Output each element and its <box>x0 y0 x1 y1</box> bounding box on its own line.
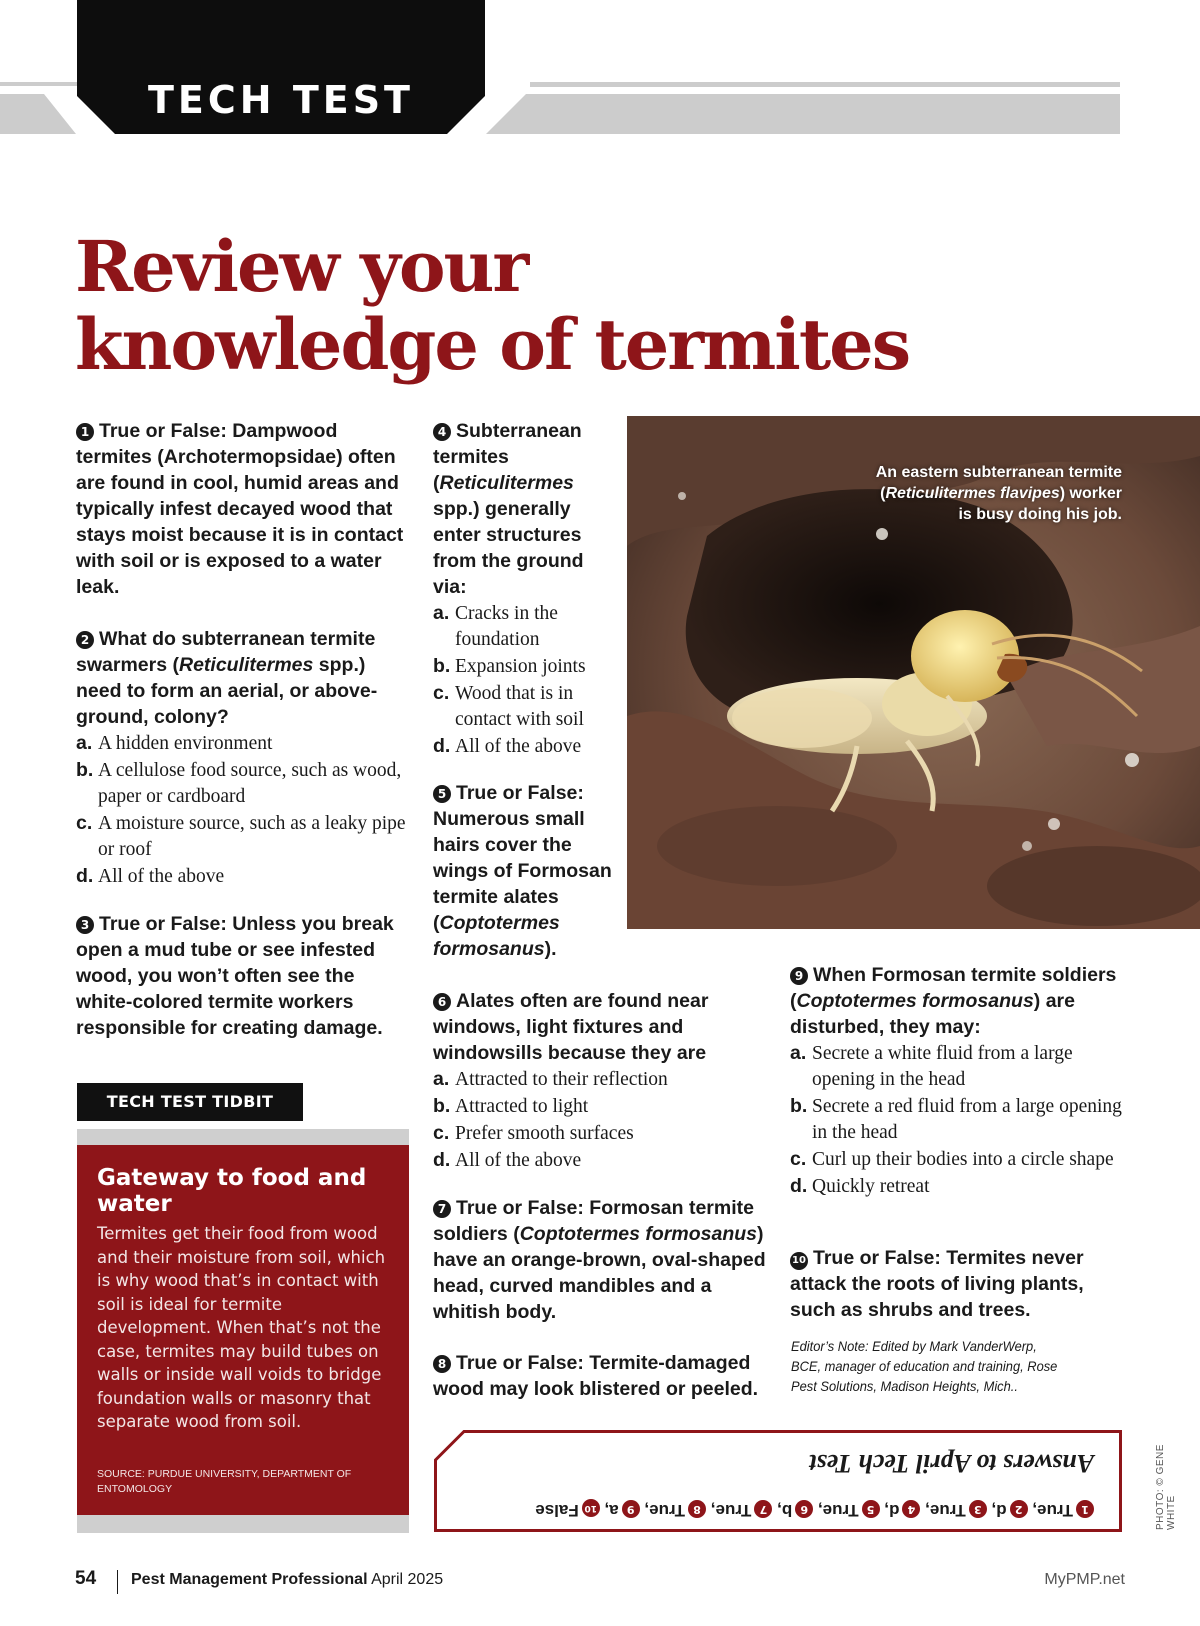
question-number: 3 <box>76 916 94 934</box>
question-3 <box>76 911 406 1041</box>
option-letter: d. <box>433 1149 451 1171</box>
option-text: Quickly retreat <box>812 1176 930 1197</box>
question-text-b: ). <box>544 938 557 960</box>
option-letter: a. <box>76 732 93 754</box>
question-text-italic: Coptotermes formosanus <box>433 912 560 960</box>
question-10 <box>790 1245 1110 1323</box>
answers-box <box>434 1430 1122 1532</box>
footer-divider <box>117 1570 118 1594</box>
option-a <box>433 600 613 653</box>
option-letter: a. <box>433 1068 450 1090</box>
caption-text-b: ) worker is busy doing his job. <box>958 485 1122 523</box>
question-text-a: True or False: Numerous small hairs cover the wings of Formosan termite alates ( <box>433 782 612 934</box>
question-text: True or False: Termite-damaged wood may look blistered or peeled. <box>433 1352 759 1400</box>
question-4 <box>433 418 613 760</box>
question-text-b: ) have an orange-brown, oval-shaped head, curved mandibles and a whitish body. <box>433 1223 766 1323</box>
photo-caption <box>872 462 1122 525</box>
question-7 <box>433 1195 768 1325</box>
option-text: All of the above <box>455 736 582 757</box>
website-link[interactable]: MyPMP.net <box>1044 1571 1125 1588</box>
editor-note: Editor’s Note: Edited by Mark VanderWerp, BCE, manager of education and training, Rose Pest Solutions, Madison Heights, Mich.. <box>791 1338 1058 1394</box>
tidbit-tag: TECH TEST TIDBIT <box>77 1083 303 1121</box>
option-text: All of the above <box>98 866 225 887</box>
question-5 <box>433 780 613 962</box>
option-letter: b. <box>790 1095 808 1117</box>
option-list <box>76 730 406 890</box>
question-text: True or False: Unless you break open a mud tube or see infested wood, you won’t often see the white-colored termite workers responsible for creating damage. <box>76 913 394 1039</box>
header-rule-right <box>480 82 1120 134</box>
answer-number: 3 <box>969 1500 987 1518</box>
question-9 <box>790 962 1130 1200</box>
option-letter: a. <box>433 602 450 624</box>
question-text-b: spp.) generally enter structures from the ground via: <box>433 498 584 598</box>
option-d <box>433 1147 763 1174</box>
question-6 <box>433 988 763 1174</box>
tidbit-title: Gateway to food and water <box>97 1165 367 1217</box>
question-text-b: ) are disturbed, they may: <box>790 990 1075 1038</box>
option-text: Attracted to light <box>455 1096 589 1117</box>
question-text-a: Subterranean termites ( <box>433 420 582 494</box>
option-c <box>433 1120 763 1147</box>
option-letter: d. <box>76 865 94 887</box>
question-number: 2 <box>76 631 94 649</box>
header-rule-left <box>0 82 80 134</box>
option-b <box>433 1093 763 1120</box>
answer-value: True, <box>644 1501 686 1520</box>
answer-value: True, <box>710 1501 752 1520</box>
title-line-2: knowledge of termites <box>75 303 910 386</box>
question-2 <box>76 626 406 890</box>
question-text-a: What do subterranean termite swarmers ( <box>76 628 376 676</box>
photo-credit: PHOTO: © GENE WHITE <box>1155 1444 1177 1530</box>
option-text: A moisture source, such as a leaky pipe or roof <box>98 813 406 860</box>
option-text: All of the above <box>455 1150 582 1171</box>
question-text-a: When Formosan termite soldiers ( <box>790 964 1117 1012</box>
answers-list <box>454 1499 1094 1520</box>
option-d <box>790 1173 1130 1200</box>
option-text: A hidden environment <box>98 733 273 754</box>
answer-value: b, <box>777 1501 793 1520</box>
option-text: Secrete a red fluid from a large opening in the head <box>812 1096 1122 1143</box>
answer-number: 7 <box>754 1500 772 1518</box>
question-number: 10 <box>790 1252 808 1270</box>
publication-line <box>131 1571 443 1589</box>
answer-value: True, <box>1032 1501 1073 1520</box>
answer-number: 9 <box>622 1500 640 1518</box>
option-letter: c. <box>76 812 93 834</box>
answer-number: 4 <box>902 1500 920 1518</box>
option-d <box>76 863 406 890</box>
question-text-italic: Reticulitermes <box>178 654 314 676</box>
option-text: Cracks in the foundation <box>455 603 558 650</box>
question-text-italic: Reticulitermes <box>439 472 574 494</box>
question-text: Alates often are found near windows, light fixtures and windowsills because they are <box>433 990 709 1064</box>
answers-title: Answers to April Tech Test <box>809 1449 1094 1478</box>
option-a <box>790 1040 1130 1093</box>
page-title <box>75 225 1075 386</box>
question-number: 9 <box>790 967 808 985</box>
option-letter: c. <box>790 1148 807 1170</box>
answer-value: d, <box>884 1501 900 1520</box>
option-text: Secrete a white fluid from a large opening in the head <box>812 1043 1073 1090</box>
option-letter: c. <box>433 682 450 704</box>
option-a <box>76 730 406 757</box>
option-text: Prefer smooth surfaces <box>455 1123 634 1144</box>
tidbit-source: SOURCE: PURDUE UNIVERSITY, DEPARTMENT OF ENTOMOLOGY <box>97 1468 352 1495</box>
option-c <box>76 810 406 863</box>
page-number: 54 <box>75 1568 97 1589</box>
answer-value: True, <box>817 1501 859 1520</box>
answer-value: d, <box>991 1501 1007 1520</box>
answer-number: 2 <box>1010 1500 1028 1518</box>
option-letter: b. <box>76 759 94 781</box>
answer-number: 5 <box>862 1500 880 1518</box>
answer-number: 8 <box>688 1500 706 1518</box>
question-text-italic: Coptotermes formosanus <box>519 1223 757 1245</box>
option-letter: d. <box>790 1175 808 1197</box>
answers-rotated <box>434 1430 1122 1532</box>
option-text: A cellulose food source, such as wood, paper or cardboard <box>98 760 402 807</box>
option-text: Wood that is in contact with soil <box>455 683 584 730</box>
tidbit-body: Termites get their food from wood and their moisture from soil, which is why wood that’s in contact with soil is ideal for termite development. When that’s not the case, termites may build tubes on walls or inside wall voids to bridge foundation walls or masonry that separate wood from soil. <box>97 1224 386 1431</box>
question-text: True or False: Dampwood termites (Archotermopsidae) often are found in cool, humid areas and typically infest decayed wood that stays moist because it is in contact with soil or is exposed to a water leak. <box>76 420 404 598</box>
answer-value: True, <box>925 1501 966 1520</box>
publication-name: Pest Management Professional <box>131 1571 368 1588</box>
question-number: 8 <box>433 1355 451 1373</box>
question-text-a: True or False: Formosan termite soldiers ( <box>433 1197 754 1245</box>
option-b <box>433 653 613 680</box>
option-a <box>433 1066 763 1093</box>
question-number: 4 <box>433 423 451 441</box>
option-letter: c. <box>433 1122 450 1144</box>
question-text-italic: Coptotermes formosanus <box>796 990 1034 1012</box>
option-letter: b. <box>433 1095 451 1117</box>
caption-text-italic: Reticulitermes flavipes <box>885 485 1060 502</box>
option-d <box>433 733 613 760</box>
answer-number: 1 <box>1076 1500 1094 1518</box>
option-letter: d. <box>433 735 451 757</box>
option-text: Curl up their bodies into a circle shape <box>812 1149 1114 1170</box>
option-text: Attracted to their reflection <box>455 1069 668 1090</box>
answer-value: a, <box>604 1501 619 1520</box>
caption-text-a: An eastern subterranean termite ( <box>875 464 1122 502</box>
question-8 <box>433 1350 763 1402</box>
page-footer <box>75 1568 1125 1598</box>
option-list <box>433 600 613 760</box>
option-b <box>790 1093 1130 1146</box>
title-line-1: Review your <box>75 225 528 308</box>
question-number: 5 <box>433 785 451 803</box>
option-c <box>790 1146 1130 1173</box>
option-letter: a. <box>790 1042 807 1064</box>
question-text: True or False: Termites never attack the roots of living plants, such as shrubs and trees. <box>790 1247 1084 1321</box>
option-list <box>433 1066 763 1174</box>
option-list <box>790 1040 1130 1200</box>
question-number: 6 <box>433 993 451 1011</box>
question-text-b: spp.) need to form an aerial, or above-ground, colony? <box>76 654 378 728</box>
answer-value: False <box>535 1501 579 1520</box>
option-text: Expansion joints <box>455 656 586 677</box>
answer-number: 6 <box>795 1500 813 1518</box>
option-b <box>76 757 406 810</box>
section-label: TECH TEST <box>148 78 414 122</box>
answer-number: 10 <box>582 1499 600 1517</box>
option-c <box>433 680 613 733</box>
question-number: 7 <box>433 1200 451 1218</box>
issue-date: April 2025 <box>371 1571 444 1588</box>
option-letter: b. <box>433 655 451 677</box>
question-number: 1 <box>76 423 94 441</box>
question-1 <box>76 418 406 600</box>
